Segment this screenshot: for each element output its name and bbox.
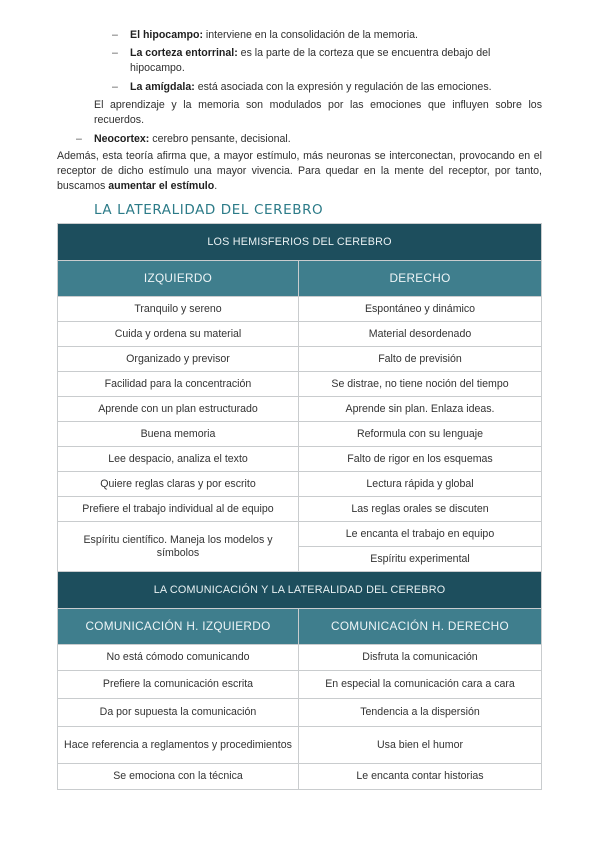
text-neocortex: cerebro pensante, decisional. <box>149 133 291 145</box>
cell-right: Material desordenado <box>299 322 542 347</box>
section-heading: LA LATERALIDAD DEL CEREBRO <box>94 202 324 218</box>
header-derecho: DERECHO <box>299 261 542 297</box>
table-row <box>58 645 542 671</box>
text-amigdala: está asociada con la expresión y regulación de las emociones. <box>194 81 492 93</box>
cell-left: Espíritu científico. Maneja los modelos y símbolos <box>58 522 299 572</box>
cell-left: Cuida y ordena su material <box>58 322 299 347</box>
text-corteza: es la parte de la corteza que se encuentra debajo del <box>237 47 491 59</box>
neocortex-dash: – <box>76 133 82 145</box>
bullet-dash: – <box>112 47 118 59</box>
table-title-comunicacion: LA COMUNICACIÓN Y LA LATERALIDAD DEL CEREBRO <box>58 572 542 609</box>
estimulo-bold: aumentar el estímulo <box>108 180 215 192</box>
cell-right: Tendencia a la dispersión <box>299 699 542 727</box>
table-row <box>58 764 542 790</box>
cell-left: Lee despacio, analiza el texto <box>58 447 299 472</box>
term-amigdala: La amígdala: <box>130 81 195 93</box>
cell-left: Buena memoria <box>58 422 299 447</box>
cell-right: Falto de previsión <box>299 347 542 372</box>
cell-right: Lectura rápida y global <box>299 472 542 497</box>
estimulo-end: . <box>214 180 218 192</box>
cell-right: Espontáneo y dinámico <box>299 297 542 322</box>
text-hipocampo: interviene en la consolidación de la memoria. <box>202 29 418 41</box>
cell-left: Prefiere el trabajo individual al de equipo <box>58 497 299 522</box>
table-row <box>58 397 542 422</box>
bullet-dash: – <box>112 81 118 93</box>
table-row <box>58 497 542 522</box>
cell-right: Disfruta la comunicación <box>299 645 542 671</box>
bullet-corteza <box>130 46 542 61</box>
table-row <box>58 422 542 447</box>
cell-right: En especial la comunicación cara a cara <box>299 671 542 699</box>
term-hipocampo: El hipocampo: <box>130 29 203 41</box>
cell-left: Quiere reglas claras y por escrito <box>58 472 299 497</box>
cell-right: Aprende sin plan. Enlaza ideas. <box>299 397 542 422</box>
cell-left: No está cómodo comunicando <box>58 645 299 671</box>
bullet-hipocampo <box>130 28 542 43</box>
term-neocortex: Neocortex: <box>94 133 150 145</box>
text-corteza-cont: hipocampo. <box>130 62 185 74</box>
table-row <box>58 347 542 372</box>
bullet-dash: – <box>112 29 118 41</box>
estimulo-text: Además, esta teoría afirma que, a mayor estímulo, más neuronas se interconectan, provocando en el receptor de dicho estímulo una mayor vivencia. Para quedar en la mente del receptor, por tanto, buscamos <box>57 150 542 192</box>
laterality-table <box>57 223 542 790</box>
cell-left: Da por supuesta la comunicación <box>58 699 299 727</box>
header-comunicacion-derecho: COMUNICACIÓN H. DERECHO <box>299 609 542 645</box>
table-row <box>58 447 542 472</box>
table-row <box>58 522 542 547</box>
bullet-amigdala <box>130 80 542 95</box>
cell-right: Reformula con su lenguaje <box>299 422 542 447</box>
header-comunicacion-izquierdo: COMUNICACIÓN H. IZQUIERDO <box>58 609 299 645</box>
cell-left: Aprende con un plan estructurado <box>58 397 299 422</box>
cell-right: Falto de rigor en los esquemas <box>299 447 542 472</box>
table-row <box>58 727 542 764</box>
cell-right: Usa bien el humor <box>299 727 542 764</box>
cell-right: Espíritu experimental <box>299 547 542 572</box>
table-row <box>58 671 542 699</box>
table-row <box>58 372 542 397</box>
cell-left: Prefiere la comunicación escrita <box>58 671 299 699</box>
cell-right: Le encanta contar historias <box>299 764 542 790</box>
cell-right: Las reglas orales se discuten <box>299 497 542 522</box>
cell-right: Le encanta el trabajo en equipo <box>299 522 542 547</box>
cell-left: Tranquilo y sereno <box>58 297 299 322</box>
paragraph-emociones: El aprendizaje y la memoria son modulados por las emociones que influyen sobre los recuerdos. <box>94 99 542 126</box>
paragraph-estimulo <box>57 149 542 194</box>
term-corteza: La corteza entorrinal: <box>130 47 238 59</box>
bullet-neocortex <box>94 132 534 147</box>
table-row <box>58 297 542 322</box>
table-row <box>58 699 542 727</box>
table-row <box>58 322 542 347</box>
cell-left: Facilidad para la concentración <box>58 372 299 397</box>
table-title-hemisferios: LOS HEMISFERIOS DEL CEREBRO <box>58 224 542 261</box>
cell-left: Hace referencia a reglamentos y procedimientos <box>58 727 299 764</box>
cell-left: Organizado y previsor <box>58 347 299 372</box>
cell-right: Se distrae, no tiene noción del tiempo <box>299 372 542 397</box>
header-izquierdo: IZQUIERDO <box>58 261 299 297</box>
cell-left: Se emociona con la técnica <box>58 764 299 790</box>
table-row <box>58 472 542 497</box>
